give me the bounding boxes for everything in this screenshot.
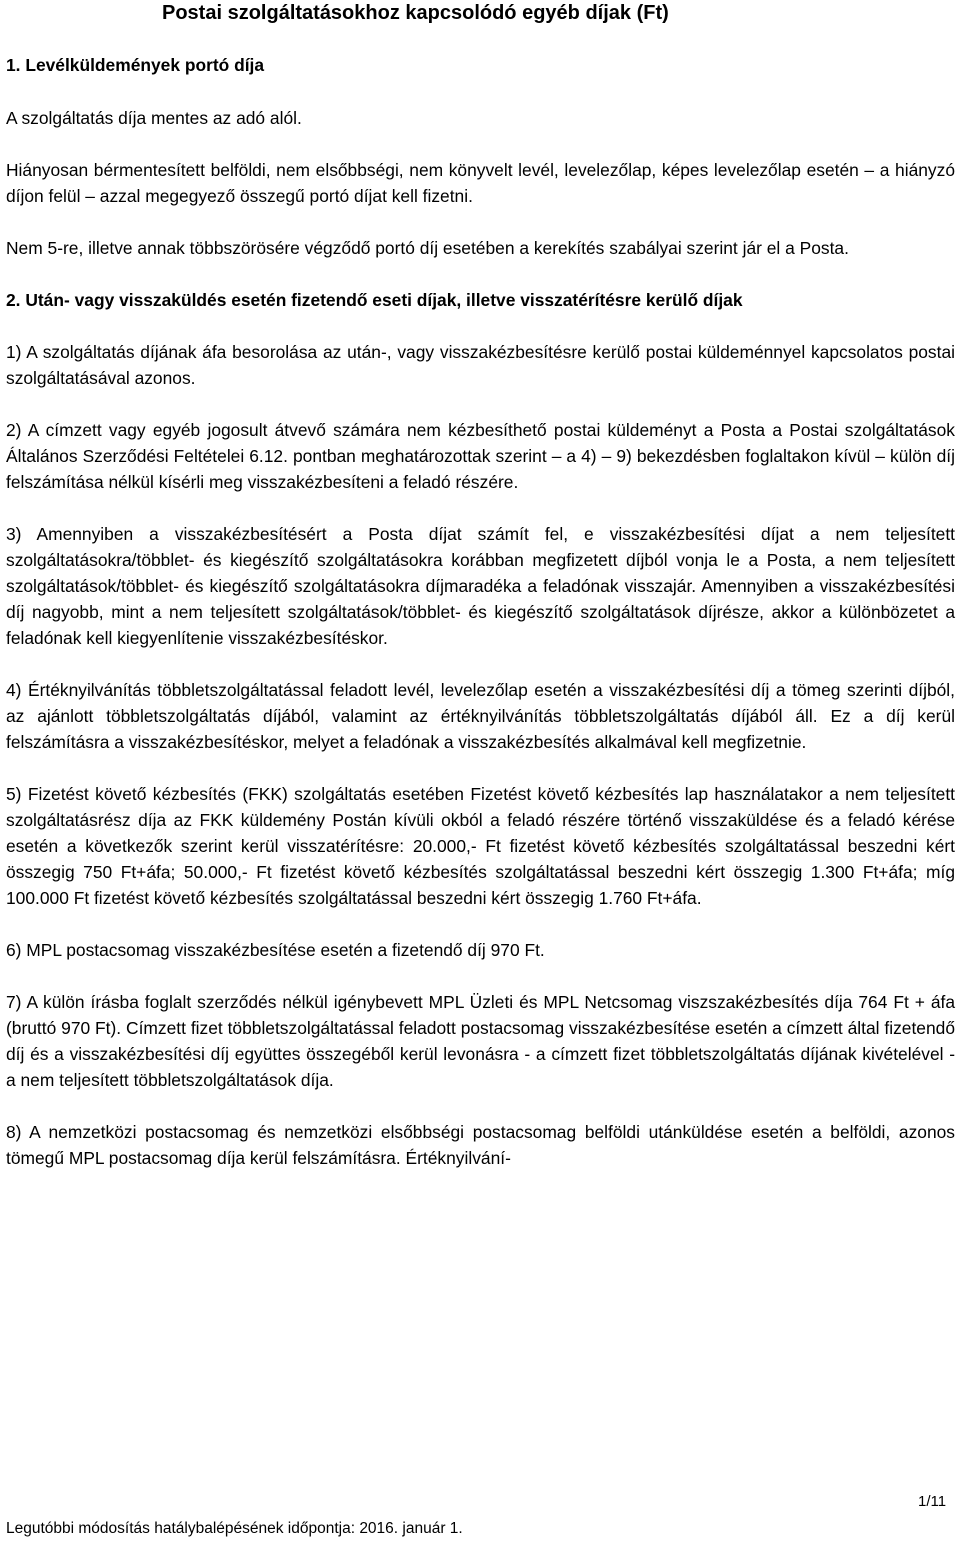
section-1-paragraph-3: Nem 5-re, illetve annak többszörösére végződő portó díj esetében a kerekítés szabályai szerint jár el a Posta. <box>6 238 849 258</box>
section-2-paragraph-6: 6) MPL postacsomag visszakézbesítése esetén a fizetendő díj 970 Ft. <box>6 940 545 960</box>
section-1-paragraph-2: Hiányosan bérmentesített belföldi, nem elsőbbségi, nem könyvelt levél, levelezőlap, képes levelezőlap esetén – a hiányzó díjon felül – azzal megegyező összegű portó díjat kell fizetni. <box>6 160 955 206</box>
section-2-paragraph-1: 1) A szolgáltatás díjának áfa besorolása az után-, vagy visszakézbesítésre kerülő postai küldeménnyel kapcsolatos postai szolgáltatásával azonos. <box>6 342 955 388</box>
page-number: 1/11 <box>918 1493 947 1510</box>
footer-note: Legutóbbi módosítás hatálybalépésének időpontja: 2016. január 1. <box>6 1520 463 1537</box>
section-2-paragraph-4: 4) Értéknyilvánítás többletszolgáltatással feladott levél, levelezőlap esetén a visszakézbesítési díj a tömeg szerinti díjból, az ajánlott többletszolgáltatás díjából, valamint az értéknyilvánítás többletszolgáltatás díjából áll. Ez a díj kerül felszámításra a visszakézbesítéskor, melyet a feladónak a visszakézbesítés alkalmával kell megfizetnie. <box>6 680 955 752</box>
section-1-heading: 1. Levélküldemények portó díja <box>6 55 265 75</box>
section-2-paragraph-7: 7) A külön írásba foglalt szerződés nélkül igénybevett MPL Üzleti és MPL Netcsomag viszszakézbesítés díja 764 Ft + áfa (bruttó 970 Ft). Címzett fizet többletszolgáltatással feladott postacsomag visszakézbesítése esetén a címzett által fizetendő díj és a visszakézbesítési díj együttes összegéből kerül levonásra - a címzett fizet többletszolgáltatás díjának kivételével - a nem teljesített többletszolgáltatások díja. <box>6 992 955 1090</box>
section-2-heading: 2. Után- vagy visszaküldés esetén fizetendő eseti díjak, illetve visszatérítésre kerülő díjak <box>6 290 743 310</box>
section-1-paragraph-1: A szolgáltatás díja mentes az adó alól. <box>6 108 302 128</box>
document-body <box>6 52 955 1197</box>
section-2-paragraph-8: 8) A nemzetközi postacsomag és nemzetközi elsőbbségi postacsomag belföldi utánküldése esetén a belföldi, azonos tömegű MPL postacsomag díja kerül felszámításra. Értéknyilvání- <box>6 1122 955 1168</box>
page-title: Postai szolgáltatásokhoz kapcsolódó egyéb díjak (Ft) <box>162 2 669 24</box>
section-2-paragraph-2: 2) A címzett vagy egyéb jogosult átvevő számára nem kézbesíthető postai küldeményt a Posta a Postai szolgáltatások Általános Szerződési Feltételei 6.12. pontban meghatározottak szerint – a 4) – 9) bekezdésben foglaltakon kívül – külön díj felszámítása nélkül kísérli meg visszakézbesíteni a feladó részére. <box>6 420 955 492</box>
section-2-paragraph-5: 5) Fizetést követő kézbesítés (FKK) szolgáltatás esetében Fizetést követő kézbesítés lap használatakor a nem teljesített szolgáltatásrész díja az FKK küldemény Postán kívüli okból a feladó részére történő visszaküldése és a feladó kérése esetén a következők szerint kerül visszatérítésre: 20.000,- Ft fizetést követő kézbesítés szolgáltatással beszedni kért összegig 750 Ft+áfa; 50.000,- Ft fizetést követő kézbesítés szolgáltatással beszedni kért összegig 1.300 Ft+áfa; míg 100.000 Ft fizetést követő kézbesítés szolgáltatással beszedni kért összegig 1.760 Ft+áfa. <box>6 784 955 908</box>
section-2-paragraph-3: 3) Amennyiben a visszakézbesítésért a Posta díjat számít fel, e visszakézbesítési díjat a nem teljesített szolgáltatásokra/többlet- és kiegészítő szolgáltatásokra korábban megfizetett díjból vonja le a Posta, a nem teljesített szolgáltatások/többlet- és kiegészítő szolgáltatásokra díjmaradéka a feladónak visszajár. Amennyiben a visszakézbesítési díj nagyobb, mint a nem teljesített szolgáltatások/többlet- és kiegészítő szolgáltatások díjrésze, akkor a különbözetet a feladónak kell kiegyenlítenie visszakézbesítéskor. <box>6 524 955 648</box>
